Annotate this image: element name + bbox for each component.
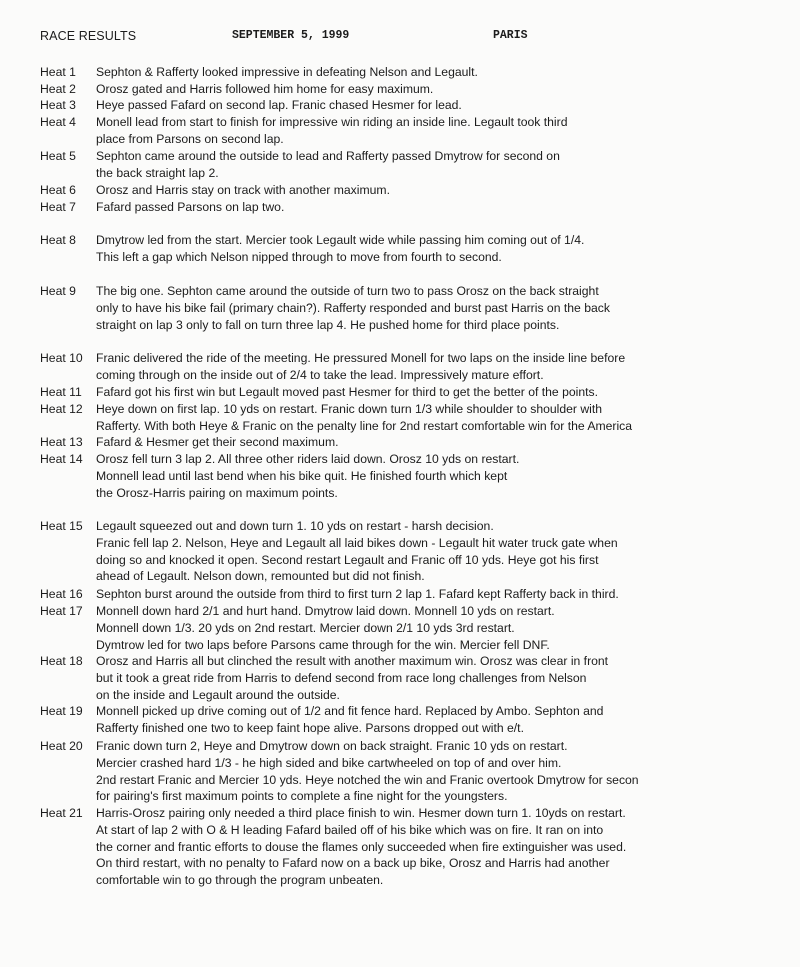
- heat-description-line: Rafferty. With both Heye & Franic on the penalty line for 2nd restart comfortable win for the America: [96, 418, 633, 433]
- heat-description-line: Mercier crashed hard 1/3 - he high sided and bike cartwheeled on top of and over him.: [96, 755, 562, 770]
- heat-description-line: only to have his bike fail (primary chain?). Rafferty responded and burst past Harris on the back: [96, 300, 610, 315]
- heat-description-line: Dmytrow led from the start. Mercier took Legault wide while passing him coming out of 1/4.: [96, 233, 585, 247]
- heat-description-line: 2nd restart Franic and Mercier 10 yds. Heye notched the win and Franic overtook Dmytrow for secon: [96, 772, 639, 787]
- report-date: SEPTEMBER 5, 1999: [232, 29, 350, 42]
- heat-description-line: Heye passed Fafard on second lap. Franic chased Hesmer for lead.: [96, 98, 462, 112]
- heat-description: [96, 64, 478, 81]
- heat-label: Heat 6: [40, 183, 76, 197]
- heat-description: [96, 182, 390, 199]
- heat-description: [96, 603, 555, 653]
- heat-description-line: Orosz gated and Harris followed him home for easy maximum.: [96, 82, 434, 96]
- heat-description: [96, 738, 639, 805]
- heat-description-line: on the inside and Legault around the outside.: [96, 687, 340, 702]
- heat-description-line: Sephton & Rafferty looked impressive in defeating Nelson and Legault.: [96, 65, 478, 79]
- heat-description-line: comfortable win to go through the program unbeaten.: [96, 873, 384, 888]
- heat-label: Heat 10: [40, 351, 83, 365]
- heat-description-line: Fafard & Hesmer get their second maximum.: [96, 435, 339, 449]
- heat-description-line: Monnell picked up drive coming out of 1/2 and fit fence hard. Replaced by Ambo. Sephton and: [96, 704, 604, 718]
- heat-description-line: Heye down on first lap. 10 yds on restart. Franic down turn 1/3 while shoulder to shoulder with: [96, 402, 603, 416]
- heat-description-line: The big one. Sephton came around the outside of turn two to pass Orosz on the back straight: [96, 284, 599, 298]
- heat-label: Heat 21: [40, 806, 83, 820]
- heat-description: [96, 451, 519, 501]
- heat-description-line: This left a gap which Nelson nipped through to move from fourth to second.: [96, 249, 502, 264]
- heat-description: [96, 283, 610, 333]
- heat-description-line: Sephton burst around the outside from third to first turn 2 lap 1. Fafard kept Rafferty back in third.: [96, 587, 619, 601]
- heat-description: [96, 805, 626, 889]
- heat-description-line: At start of lap 2 with O & H leading Fafard bailed off of his bike which was on fire. It ran on into: [96, 822, 604, 837]
- heat-description-line: the Orosz-Harris pairing on maximum points.: [96, 485, 338, 500]
- heat-description-line: doing so and knocked it open. Second restart Legault and Franic off 10 yds. Heye got his first: [96, 552, 599, 567]
- heat-label: Heat 11: [40, 385, 82, 399]
- heat-description-line: Franic fell lap 2. Nelson, Heye and Legault all laid bikes down - Legault hit water truck gate when: [96, 535, 618, 550]
- heat-description: [96, 97, 462, 114]
- heat-description: [96, 703, 603, 737]
- heat-label: Heat 17: [40, 604, 83, 618]
- heat-description: [96, 81, 433, 98]
- heat-description-line: coming through on the inside out of 2/4 to take the lead. Impressively mature effort.: [96, 367, 544, 382]
- heat-label: Heat 18: [40, 654, 83, 668]
- heat-description: [96, 401, 632, 435]
- heat-label: Heat 14: [40, 452, 83, 466]
- heat-description: [96, 114, 567, 148]
- report-place: PARIS: [493, 29, 528, 42]
- heat-label: Heat 13: [40, 435, 83, 449]
- heat-label: Heat 7: [40, 200, 76, 214]
- heat-description-line: Monnell down hard 2/1 and hurt hand. Dmytrow laid down. Monnell 10 yds on restart.: [96, 604, 555, 618]
- heat-label: Heat 1: [40, 65, 76, 79]
- heat-label: Heat 8: [40, 233, 76, 247]
- heat-label: Heat 2: [40, 82, 76, 96]
- heat-description-line: Monell lead from start to finish for impressive win riding an inside line. Legault took third: [96, 115, 568, 129]
- heat-description: [96, 586, 619, 603]
- heat-label: Heat 12: [40, 402, 83, 416]
- heat-description-line: Harris-Orosz pairing only needed a third place finish to win. Hesmer down turn 1. 10yds on restart.: [96, 806, 626, 820]
- heat-description-line: Franic down turn 2, Heye and Dmytrow down on back straight. Franic 10 yds on restart.: [96, 739, 568, 753]
- heat-description-line: Fafard got his first win but Legault moved past Hesmer for third to get the better of the points.: [96, 385, 598, 399]
- heat-label: Heat 15: [40, 519, 83, 533]
- heat-description: [96, 148, 560, 182]
- heat-label: Heat 5: [40, 149, 76, 163]
- heat-description: [96, 434, 338, 451]
- heat-description-line: Sephton came around the outside to lead and Rafferty passed Dmytrow for second on: [96, 149, 560, 163]
- heat-description-line: for pairing's first maximum points to complete a fine night for the youngsters.: [96, 789, 508, 804]
- heat-description-line: Orosz fell turn 3 lap 2. All three other riders laid down. Orosz 10 yds on restart.: [96, 452, 520, 466]
- heat-description-line: place from Parsons on second lap.: [96, 131, 284, 146]
- heat-description-line: Legault squeezed out and down turn 1. 10 yds on restart - harsh decision.: [96, 519, 494, 533]
- heat-description-line: ahead of Legault. Nelson down, remounted but did not finish.: [96, 569, 425, 584]
- heat-description-line: Orosz and Harris stay on track with another maximum.: [96, 183, 390, 197]
- heat-description-line: the back straight lap 2.: [96, 165, 219, 180]
- heat-label: Heat 4: [40, 115, 76, 129]
- heat-label: Heat 3: [40, 98, 76, 112]
- heat-description-line: but it took a great ride from Harris to defend second from race long challenges from Nelson: [96, 670, 587, 685]
- heat-description-line: straight on lap 3 only to fall on turn three lap 4. He pushed home for third place points.: [96, 317, 560, 332]
- report-title: RACE RESULTS: [40, 29, 137, 43]
- heat-description-line: Fafard passed Parsons on lap two.: [96, 200, 285, 214]
- heat-description-line: Monnell lead until last bend when his bike quit. He finished fourth which kept: [96, 468, 508, 483]
- heat-label: Heat 16: [40, 587, 83, 601]
- heat-description-line: the corner and frantic efforts to douse the flames only succeeded when fire extinguisher was used.: [96, 839, 627, 854]
- heat-description-line: On third restart, with no penalty to Fafard now on a back up bike, Orosz and Harris had another: [96, 856, 610, 871]
- heat-description-line: Franic delivered the ride of the meeting. He pressured Monell for two laps on the inside line before: [96, 351, 626, 365]
- heat-description: [96, 350, 625, 384]
- heat-description-line: Orosz and Harris all but clinched the result with another maximum win. Orosz was clear in front: [96, 654, 609, 668]
- heat-description: [96, 518, 618, 585]
- heat-label: Heat 19: [40, 704, 83, 718]
- heat-description-line: Rafferty finished one two to keep faint hope alive. Parsons dropped out with e/t.: [96, 720, 524, 735]
- heat-description: [96, 199, 284, 216]
- heat-description: [96, 384, 598, 401]
- heat-label: Heat 20: [40, 739, 83, 753]
- heat-description-line: Monnell down 1/3. 20 yds on 2nd restart. Mercier down 2/1 10 yds 3rd restart.: [96, 620, 515, 635]
- heat-label: Heat 9: [40, 284, 76, 298]
- heat-description-line: Dymtrow led for two laps before Parsons came through for the win. Mercier fell DNF.: [96, 637, 550, 652]
- heat-description: [96, 653, 608, 703]
- heat-description: [96, 232, 584, 266]
